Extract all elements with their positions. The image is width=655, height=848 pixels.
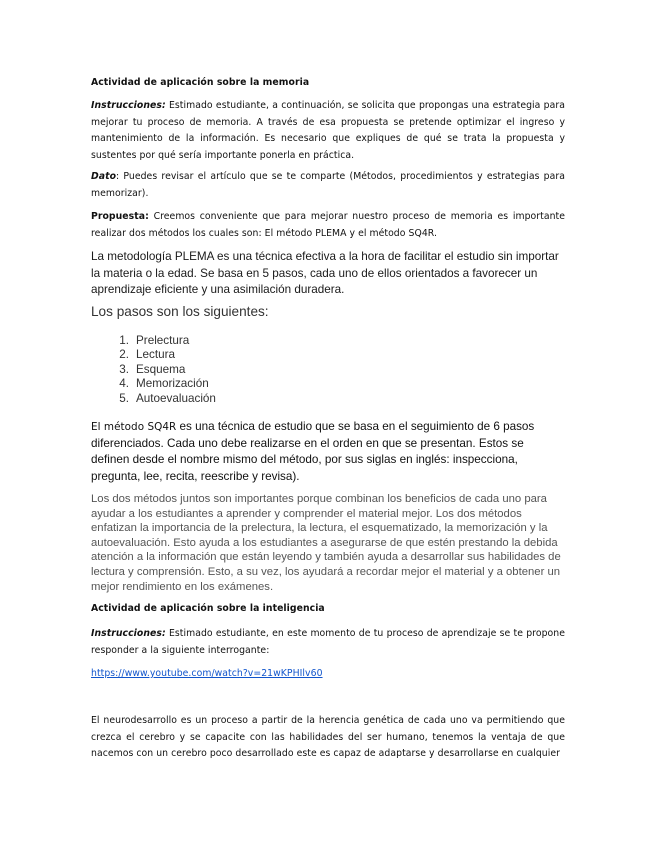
instructions-paragraph [91,98,565,164]
section-title-inteligencia: Actividad de aplicación sobre la inteligencia [91,603,325,614]
list-item: 1. Prelectura [119,334,190,347]
instructions-label: Instrucciones: [91,100,166,111]
sq4r-paragraph [91,419,565,485]
list-item: 2. Lectura [119,348,175,362]
list-item: 5. Autoevaluación [119,391,216,405]
section-title-memoria: Actividad de aplicación sobre la memoria [91,77,310,88]
instructions2-text: Estimado estudiante, en este momento de tu proceso de aprendizaje se te propone responder a la siguiente interrogante: [91,628,565,656]
instructions2-label: Instrucciones: [91,628,166,639]
both-methods-paragraph: Los dos métodos juntos son importantes porque combinan los beneficios de cada uno para ayudar a los estudiantes a aprender y comprender el material mejor. Los dos métodos enfatizan la importancia de la prelectura, la lectura, el esquematizado, la memorización y la autoevaluación. Esto ayuda a los estudiantes a asegurarse de que estén prestando la debida atención a la información que están leyendo y también ayuda a desarrollar sus habilidades de lectura y comprensión. Esto, a su vez, los ayudará a recordar mejor el material y a obtener un mejor rendimiento en los exámenes. [91,493,561,593]
propuesta-paragraph [91,209,565,242]
list-item: 3. Esquema [119,362,186,376]
plema-paragraph: La metodología PLEMA es una técnica efectiva a la hora de facilitar el estudio sin importar la materia o la edad. Se basa en 5 pasos, cada uno de ellos orientados a favorecer un aprendizaje eficiente y una asimilación duradera. [91,250,559,297]
neurodesarrollo-paragraph: El neurodesarrollo es un proceso a partir de la herencia genética de cada uno va permitiendo que crezca el cerebro y se capacite con las habilidades del ser humano, tenemos la ventaja de que nacemos con un cerebro poco desarrollado este es capaz de adaptarse y desarrollarse en cualquier [91,715,565,759]
propuesta-label: Propuesta: [91,211,149,222]
dato-text: : Puedes revisar el artículo que se te comparte (Métodos, procedimientos y estrategias para memorizar). [91,171,565,199]
instructions2-paragraph [91,626,565,659]
list-item: 4. Memorización [119,377,209,391]
sq4r-text: es una técnica de estudio que se basa en el seguimiento de 6 pasos diferenciados. Cada uno debe realizarse en el orden en que se presentan. Estos se definen desde el nombre mismo del método, por sus siglas en inglés: inspecciona, pregunta, lee, recita, reescribe y revisa). [91,420,535,483]
instructions-text: Estimado estudiante, a continuación, se solicita que propongas una estrategia para mejorar tu proceso de memoria. A través de esa propuesta se pretende optimizar el ingreso y mantenimiento de la información. Es necesario que expliques de qué se trata la propuesta y sustentes por qué sería importante ponerla en práctica. [91,100,565,161]
dato-label: Dato [91,171,117,182]
dato-paragraph [91,169,565,202]
steps-heading: Los pasos son los siguientes: [91,304,269,319]
youtube-link[interactable]: https://www.youtube.com/watch?v=21wKPHIlv60 [91,668,323,679]
plema-steps-list [91,334,216,406]
propuesta-text: Creemos conveniente que para mejorar nuestro proceso de memoria es importante realizar dos métodos los cuales son: El método PLEMA y el método SQ4R. [91,211,565,239]
sq4r-lead: El método SQ4R [91,421,177,433]
video-link-line [91,666,565,683]
